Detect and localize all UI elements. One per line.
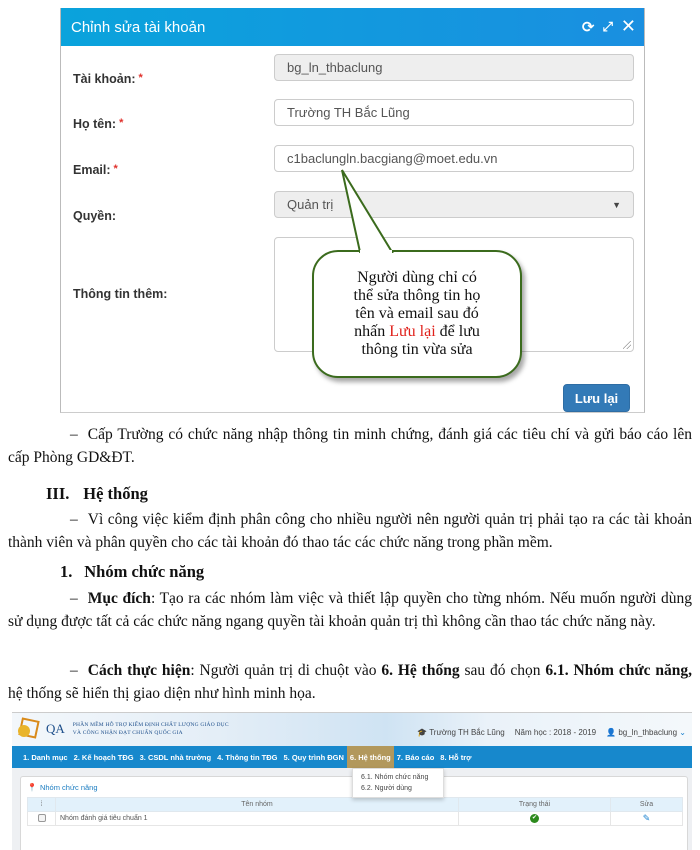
modal-title: Chỉnh sửa tài khoản (71, 18, 206, 36)
app-banner (12, 713, 692, 746)
logo-mark-icon (18, 717, 44, 741)
account-label: Tài khoản: * (73, 72, 143, 86)
bullet: – (70, 426, 78, 443)
map-pin-icon: 📍 (27, 782, 37, 792)
app-screenshot (12, 712, 692, 850)
main-nav (12, 746, 692, 768)
modal-header (61, 8, 644, 46)
logo-line: PHẦN MỀM HỖ TRỢ KIỂM ĐỊNH CHẤT LƯỢNG GIÁO DỤC (72, 722, 229, 728)
bold-term: Cách thực hiện (87, 662, 191, 679)
callout-line: để lưu (435, 323, 480, 340)
paragraph-text: : Người quản trị di chuột vào (190, 662, 382, 679)
school-info (417, 728, 505, 737)
section-title: Hệ thống (83, 484, 148, 503)
refresh-icon[interactable]: ⟳ (581, 17, 595, 36)
col-group-name-header: Tên nhóm (56, 798, 459, 812)
section-heading (0, 482, 700, 506)
callout-line: tên và email sau đó (355, 305, 479, 322)
row-checkbox[interactable] (38, 814, 46, 822)
section-number: III. (46, 484, 70, 503)
role-select[interactable] (274, 191, 634, 218)
edit-icon[interactable]: ✎ (642, 813, 651, 823)
paragraph-text: : Tạo ra các nhóm làm việc và thiết lập quyền cho từng nhóm. Nếu muốn người dùng sử dụng được tất cả các chức năng ngang quyền tài khoản quản trị thì không cần thao tác chức năng này. (8, 590, 692, 630)
logo-text (73, 721, 229, 737)
paragraph-muc-dich (0, 587, 700, 633)
username: bg_ln_thbaclung (618, 728, 678, 737)
caret-down-icon: ▼ (612, 199, 621, 210)
graduation-cap-icon: 🎓 (417, 728, 428, 737)
panel-title-text: Nhóm chức năng (39, 782, 98, 792)
paragraph-text: hệ thống sẽ hiển thị giao diện như hình minh họa. (8, 685, 316, 702)
table-row (28, 812, 683, 826)
resize-grip-icon[interactable] (623, 341, 631, 349)
nav-ho-tro[interactable]: 8. Hỗ trợ (440, 752, 472, 762)
edit-cell (611, 812, 683, 826)
extra-info-label: Thông tin thêm: (73, 287, 168, 301)
bold-term: 6.1. Nhóm chức năng, (545, 662, 692, 679)
role-value: Quản trị (287, 197, 334, 212)
he-thong-dropdown (352, 768, 444, 798)
callout-line: thông tin vừa sửa (361, 341, 473, 358)
check-circle-icon: ✔ (531, 815, 538, 821)
callout-pointer (338, 168, 398, 254)
modal-header-icons (582, 18, 636, 36)
paragraph-he-thong (0, 508, 700, 554)
bold-term: 6. Hệ thống (381, 662, 460, 679)
subsection-heading (0, 560, 700, 584)
email-label: Email: * (73, 163, 118, 177)
user-menu[interactable] (606, 728, 686, 737)
subsection-title: Nhóm chức năng (84, 562, 205, 581)
role-label: Quyền: (73, 209, 117, 223)
fullname-value: Trường TH Bắc Lũng (287, 105, 410, 120)
row-checkbox-cell (28, 812, 56, 826)
group-name-cell: Nhóm đánh giá tiêu chuẩn 1 (56, 812, 459, 826)
fullscreen-icon[interactable]: ⤢ (602, 19, 613, 35)
callout-line: Người dùng chỉ có (357, 269, 477, 286)
close-icon[interactable]: ✕ (620, 16, 636, 37)
paragraph-cach-thuc-hien (0, 659, 700, 705)
account-value: bg_ln_thbaclung (287, 60, 383, 75)
paragraph-text: sau đó chọn (459, 662, 546, 679)
callout-annotation (312, 250, 522, 378)
top-right-info (417, 728, 686, 737)
email-value: c1baclungln.bacgiang@moet.edu.vn (287, 151, 498, 166)
fullname-input[interactable] (274, 99, 634, 126)
fullname-label: Họ tên: * (73, 117, 124, 131)
menu-item-nhom-chuc-nang[interactable]: 6.1. Nhóm chức năng (361, 774, 429, 781)
callout-line: thể sửa thông tin họ (353, 287, 481, 304)
menu-item-nguoi-dung[interactable]: 6.2. Người dùng (361, 785, 412, 792)
col-edit-header: Sửa (611, 798, 683, 812)
paragraph-cap-truong (0, 423, 700, 469)
paragraph-text: Cấp Trường có chức năng nhập thông tin minh chứng, đánh giá các tiêu chí và gửi báo cáo lên cấp Phòng GD&ĐT. (8, 426, 692, 466)
bullet: – (70, 662, 78, 679)
subsection-number: 1. (60, 562, 73, 581)
paragraph-text: Vì công việc kiểm định phân công cho nhiều người nên người quản trị phải tạo ra các tài khoản thành viên và phân quyền cho các tài khoản đó thao tác các chức năng trong phần mềm. (8, 511, 692, 551)
user-icon: 👤 (606, 728, 617, 737)
bold-term: Mục đích (87, 590, 151, 607)
nav-csdl-nha-truong[interactable]: 3. CSDL nhà trường (139, 752, 212, 762)
callout-line: nhấn (354, 323, 390, 340)
group-table (27, 797, 683, 826)
school-name: Trường TH Bắc Lũng (429, 728, 505, 737)
nav-quy-trinh-dgn[interactable]: 5. Quy trình ĐGN (283, 752, 344, 762)
callout-highlight: Lưu lại (389, 323, 436, 340)
nav-bao-cao[interactable]: 7. Báo cáo (396, 752, 435, 762)
save-button[interactable]: Lưu lại (563, 384, 630, 412)
table-header-row (28, 798, 683, 812)
email-input[interactable] (274, 145, 634, 172)
school-year: Năm học : 2018 - 2019 (514, 728, 597, 737)
bullet: – (70, 590, 78, 607)
nav-danh-muc[interactable]: 1. Danh mục (23, 752, 68, 762)
bullet: – (70, 511, 78, 528)
status-cell (459, 812, 611, 826)
nav-ke-hoach-tdg[interactable]: 2. Kế hoạch TĐG (73, 752, 134, 762)
chevron-down-icon: ⌄ (679, 728, 686, 737)
account-field (274, 54, 634, 81)
app-logo (18, 717, 229, 741)
nav-he-thong[interactable]: 6. Hệ thống (347, 746, 394, 768)
logo-line: VÀ CÔNG NHẬN ĐẠT CHUẨN QUỐC GIA (72, 730, 183, 736)
col-select-header: ⁞ (28, 798, 56, 812)
logo-mark-text: QA (46, 721, 65, 736)
nav-thong-tin-tdg[interactable]: 4. Thông tin TĐG (217, 752, 278, 762)
col-status-header: Trạng thái (459, 798, 611, 812)
